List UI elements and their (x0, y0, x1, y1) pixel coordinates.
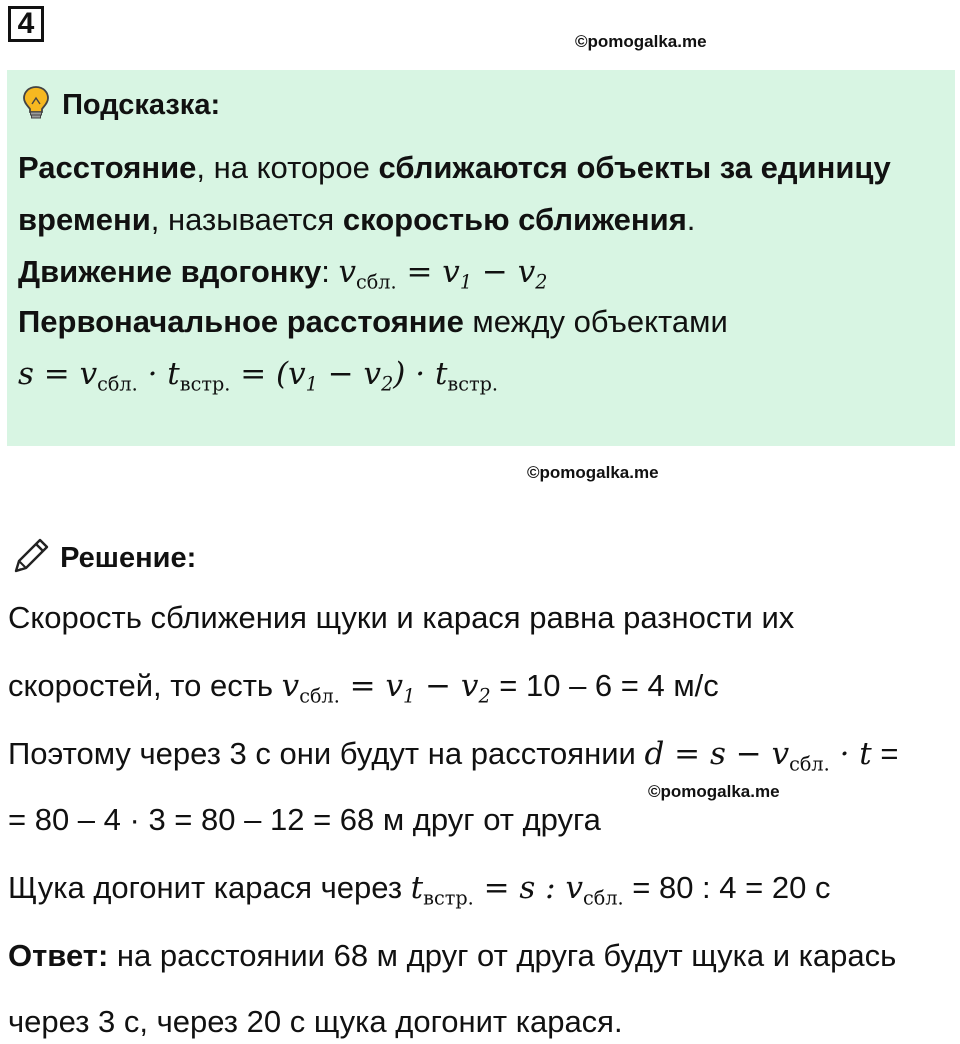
hint-text: , на которое (196, 150, 379, 185)
hint-line-5 (18, 354, 498, 405)
watermark-top: ©pomogalka.me (575, 32, 707, 51)
hint-line-4 (18, 302, 728, 342)
answer-line-1 (8, 936, 896, 976)
formula-chase: $v_{сбл.} = v_1 - v_2$ (338, 254, 548, 294)
solution-text: скоростей, то есть (8, 668, 282, 703)
solution-text: Поэтому через 3 с они будут на расстоянии (8, 736, 645, 771)
pencil-icon (10, 535, 52, 584)
solution-line-1: Скорость сближения щуки и карася равна разности их (8, 600, 795, 635)
solution-line-3: Поэтому через 3 с они будут на расстоянии $d = s - v_{сбл.} \cdot t$ = (8, 736, 899, 776)
hint-line-1 (18, 148, 891, 188)
watermark-bottom: ©pomogalka.me (648, 782, 780, 801)
formula-time: $t_{встр.} = s$ : $v_{сбл.}$ (410, 870, 624, 910)
hint-term-distance: Расстояние (18, 150, 197, 185)
solution-line-5 (8, 868, 830, 919)
lightbulb-icon (18, 84, 54, 129)
solution-title: Решение: (60, 542, 197, 575)
hint-term-approach: сближаются объекты за единицу (378, 150, 891, 185)
hint-text: . (686, 202, 696, 237)
answer-line-2: через 3 с, через 20 с щука догонит карася. (8, 1004, 623, 1039)
formula-speed: $v_{сбл.} = v_1 - v_2$ (281, 668, 491, 708)
formula-d: $d = s - v_{сбл.} \cdot t$ (644, 736, 872, 776)
hint-term-initial-distance: Первоначальное расстояние (18, 304, 464, 339)
watermark-middle: ©pomogalka.me (527, 463, 659, 482)
hint-text: между объектами (463, 304, 728, 339)
solution-text: = 10 – 6 = 4 м/с (490, 668, 719, 703)
answer-text: на расстоянии 68 м друг от друга будут щука и карась (108, 938, 897, 973)
hint-term-speed: скоростью сближения (342, 202, 687, 237)
solution-line-4: = 80 – 4 · 3 = 80 – 12 = 68 м друг от друга (8, 802, 601, 837)
hint-title: Подсказка: (62, 89, 221, 122)
hint-term-time: времени (18, 202, 151, 237)
task-number: 4 (8, 6, 44, 42)
formula-distance: $s = v_{сбл.} \cdot t_{встр.} = (v_1 - v_2) \cdot t_{встр.}$ (18, 356, 499, 396)
solution-text: Щука догонит карася через (8, 870, 411, 905)
answer-label: Ответ: (8, 938, 109, 973)
hint-line-3 (18, 252, 547, 303)
hint-line-2 (18, 200, 695, 240)
hint-text: , называется (150, 202, 343, 237)
solution-line-2 (8, 666, 719, 717)
hint-heading (18, 84, 220, 129)
hint-term-chase: Движение вдогонку (18, 254, 322, 289)
hint-text: : (321, 254, 339, 289)
solution-heading (10, 535, 196, 584)
solution-text: = 80 : 4 = 20 с (623, 870, 831, 905)
